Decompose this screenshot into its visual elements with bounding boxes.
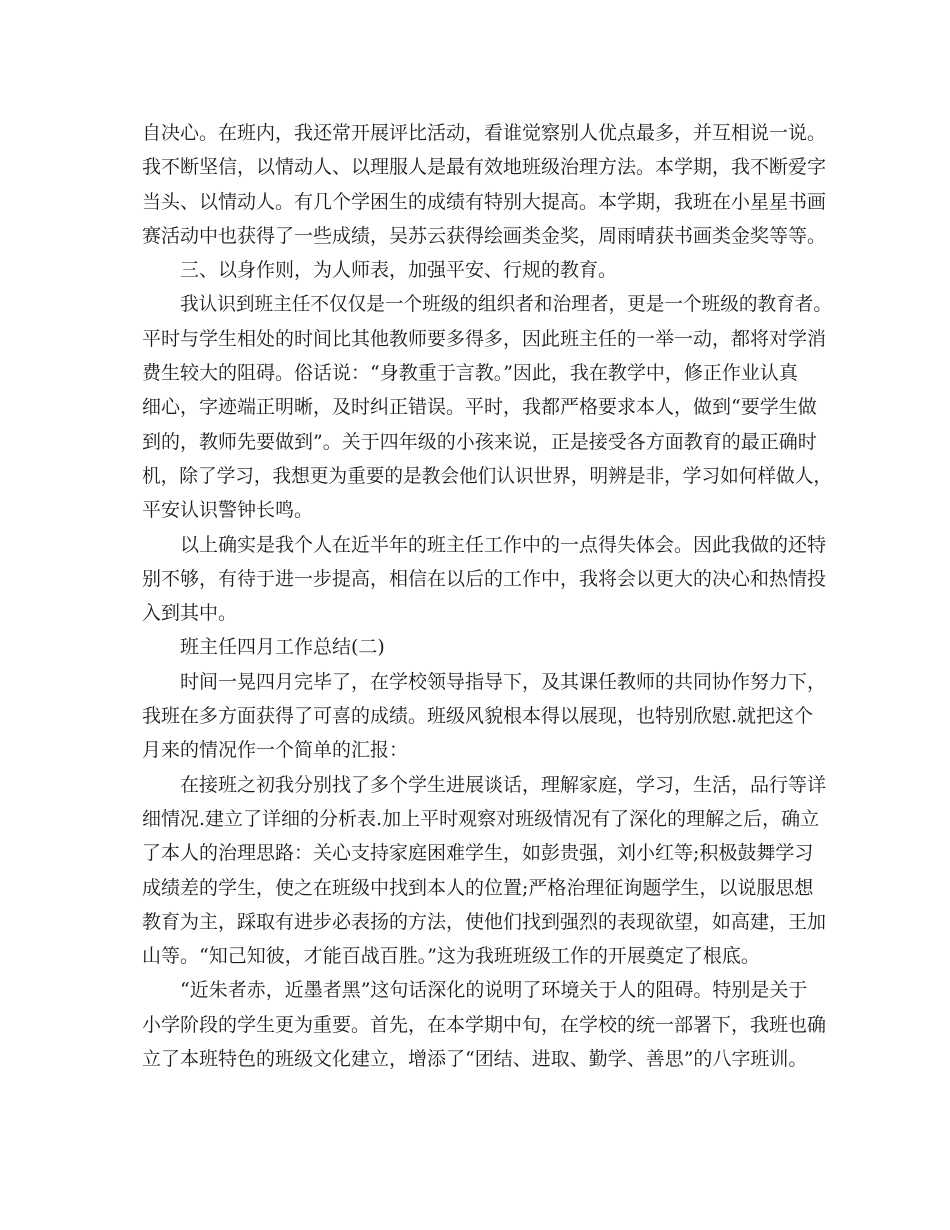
text-line: 了本人的治理思路：关心支持家庭困难学生，如彭贵强，刘小红等;积极鼓舞学习 — [142, 842, 814, 865]
text-line: 山等。“知己知彼，才能百战百胜。”这为我班班级工作的开展奠定了根底。 — [142, 945, 760, 968]
text-line: 我认识到班主任不仅仅是一个班级的组织者和治理者，更是一个班级的教育者。 — [180, 293, 832, 316]
text-line: 当头、以情动人。有几个学困生的成绩有特别大提高。本学期，我班在小星星书画 — [142, 190, 827, 213]
text-line: 月来的情况作一个简单的汇报： — [142, 739, 409, 762]
text-line: 到的，教师先要做到”。关于四年级的小孩来说，正是接受各方面教育的最正确时 — [142, 430, 817, 453]
text-line: 我不断坚信，以情动人、以理服人是最有效地班级治理方法。本学期，我不断爱字 — [142, 156, 827, 179]
text-line: 小学阶段的学生更为重要。首先，在本学期中旬，在学校的统一部署下，我班也确 — [142, 1013, 827, 1036]
text-line: 我班在多方面获得了可喜的成绩。班级风貌根本得以展现，也特别欣慰.就把这个 — [142, 705, 814, 728]
text-line: 班主任四月工作总结(二) — [180, 636, 385, 659]
document-body — [142, 116, 832, 1076]
text-line: 三、以身作则，为人师表，加强平安、行规的教育。 — [180, 259, 618, 282]
text-line: 时间一晃四月完毕了，在学校领导指导下，及其课任教师的共同协作努力下， — [180, 670, 827, 693]
text-line: 费生较大的阻碍。俗话说：“身教重于言教。”因此，我在教学中，修正作业认真 — [142, 362, 798, 385]
text-line: 成绩差的学生，使之在班级中找到本人的位置;严格治理征询题学生，以说服思想 — [142, 876, 814, 899]
text-line: 细心，字迹端正明晰，及时纠正错误。平时，我都严格要求本人，做到“要学生做 — [142, 396, 817, 419]
text-line: 机，除了学习，我想更为重要的是教会他们认识世界，明辨是非，学习如何样做人， — [142, 464, 832, 487]
text-line: “近朱者赤，近墨者黑”这句话深化的说明了环境关于人的阻碍。特别是关于 — [180, 979, 808, 1002]
text-line: 别不够，有待于进一步提高，相信在以后的工作中，我将会以更大的决心和热情投 — [142, 567, 827, 590]
text-line: 教育为主，踩取有进步必表扬的方法，使他们找到强烈的表现欲望，如高建，王加 — [142, 910, 827, 933]
text-line: 平时与学生相处的时间比其他教师要多得多，因此班主任的一举一动，都将对学消 — [142, 327, 827, 350]
text-line: 细情况.建立了详细的分析表.加上平时观察对班级情况有了深化的理解之后，确立 — [142, 807, 820, 830]
text-line: 在接班之初我分别找了多个学生进展谈话，理解家庭，学习，生活，品行等详 — [180, 773, 827, 796]
text-line: 赛活动中也获得了一些成绩，吴苏云获得绘画类金奖，周雨晴获书画类金奖等等。 — [142, 224, 827, 247]
text-line: 入到其中。 — [142, 602, 238, 625]
text-line: 平安认识警钟长鸣。 — [142, 499, 314, 522]
text-line: 自决心。在班内，我还常开展评比活动，看谁觉察别人优点最多，并互相说一说。 — [142, 122, 827, 144]
text-line: 以上确实是我个人在近半年的班主任工作中的一点得失体会。因此我做的还特 — [180, 533, 827, 556]
text-line: 立了本班特色的班级文化建立，增添了“团结、进取、勤学、善思”的八字班训。 — [142, 1048, 808, 1071]
